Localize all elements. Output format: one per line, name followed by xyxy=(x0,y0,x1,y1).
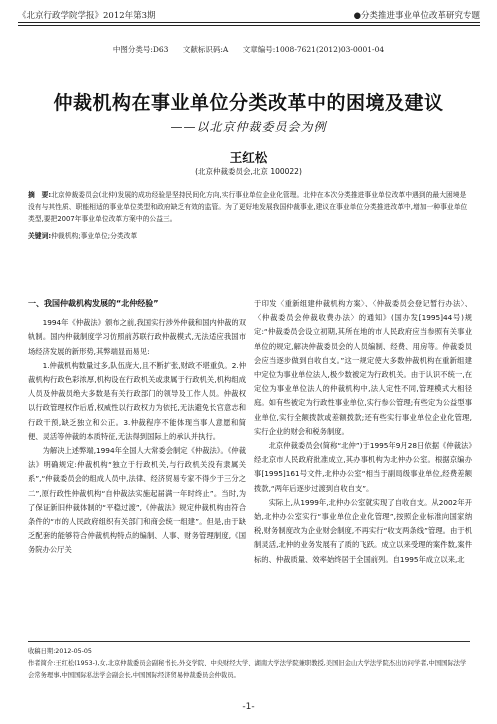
abstract xyxy=(28,189,470,225)
column-name: ●分类推进事业单位改革研究专题 xyxy=(353,11,480,21)
body-paragraph: 1.仲裁机构数量过多,队伍庞大,且不断扩张,财政不堪重负。2.仲裁机构行政色彩浓厚,机构设在行政机关或隶属于行政机关,机构组成人员及仲裁员绝大多数是有关行政部门的领导及工作人员。仲裁权以行政管理权作后盾,权威性以行政权力为依托,无法避免长官意志和行政干预,缺乏独立和公正。3.仲裁程序不能体现当事人意愿和简便、灵活等仲裁的本质特征,无法得到国际上的承认并执行。 xyxy=(28,360,246,441)
keywords-label: 关键词: xyxy=(28,232,52,240)
footnote-rule xyxy=(28,641,470,642)
clc-number: 中图分类号:D63 xyxy=(112,45,169,54)
left-column xyxy=(28,297,246,558)
body-paragraph: 实际上,从1999年,北仲办公室就实现了自收自支。从2002年开始,北仲办公室实行“事业单位企业化管理”,按照企业标准向国家纳税,财务制度改为企业财会制度,不再实行“收支两条线”管理。由于机制灵活,北仲的业务发展有了质的飞跃。成立以来受理的案件数,案件标的、仲裁质量、效率始终居于全国前列。自1995年成立以来,北 xyxy=(254,497,472,564)
article-number: 文章编号:1008-7621(2012)03-0001-04 xyxy=(242,45,385,54)
page-number: -1- xyxy=(242,702,255,712)
keywords xyxy=(28,230,470,240)
author-name: 王红松 xyxy=(229,150,268,165)
paper-title: 仲裁机构在事业单位分类改革中的困境及建议 xyxy=(53,92,444,114)
paper-subtitle: ——以北京仲裁委员会为例 xyxy=(170,120,327,134)
author-affiliation: (北京仲裁委员会,北京 100022) xyxy=(195,167,302,176)
article-meta xyxy=(0,44,497,55)
footnotes xyxy=(28,646,470,682)
body-paragraph: 1994年《仲裁法》颁布之前,我国实行涉外仲裁和国内仲裁的双轨制。国内仲裁制度学习仿照前苏联行政仲裁模式,无法适应我国市场经济发展的新形势,其弊端显而易见: xyxy=(28,318,246,356)
header-rule-thin xyxy=(18,25,480,26)
author-bio: 作者简介:王红松(1953-),女,北京仲裁委员会副秘书长,外交学院、中央财经大学、湖南大学法学院兼职教授,美国旧金山大学法学院杰出访问学者,中国国际法学会常务理事,中国国际私法学会副会长,中国国际经济贸易仲裁委员会仲裁员。 xyxy=(28,660,467,679)
abstract-text: 北京仲裁委员会(北仲)发展的成功经验是坚持民间化方向,实行事业单位企业化管理。北仲在本次分类推进事业单位改革中遇到的最大困境是没有与其性质、职能相适的事业单位类型和政府缺乏有效的监管。为了更好地发展我国仲裁事业,建议在事业单位分类推进改革中,增加一种事业单位类型,要把2007年事业单位改革方案中的公益三。 xyxy=(28,191,468,223)
right-column xyxy=(254,297,472,567)
body-paragraph: 北京仲裁委员会(简称“北仲”)于1995年9月28日依据《仲裁法》经北京市人民政府批准成立,其办事机构为北仲办公室。根据京编办事[1995]161号文件,北仲办公室“相当于副局级事业单位,经费差额拨款,“两年后逐步过渡到自收自支”。 xyxy=(254,441,472,493)
header-rule xyxy=(18,22,480,23)
abstract-label: 摘 要: xyxy=(28,191,52,199)
journal-name: 《北京行政学院学报》2012年第3期 xyxy=(18,11,156,21)
section-heading: 一、我国仲裁机构发展的“北仲经验” xyxy=(28,299,159,308)
keywords-text: 仲裁机构;事业单位;分类改革 xyxy=(51,232,138,240)
body-paragraph: 为解决上述弊端,1994年全国人大常委会制定《仲裁法》。《仲裁法》明确规定:仲裁机构“独立于行政机关,与行政机关没有隶属关系”,“仲裁委员会的组成人员中,法律、经济贸易专家不得少于三分之二”,原行政性仲裁机构“自仲裁法实施起届满一年时终止”。当时,为了保证新旧仲裁体制的“平稳过渡”,《仲裁法》规定仲裁机构由符合条件的“市的人民政府组织有关部门和商会统一组建”。但是,由于缺乏配套的能够符合仲裁机构特点的编制、人事、财务管理制度,《国务院办公厅关 xyxy=(28,446,246,555)
running-header xyxy=(18,6,480,22)
body-paragraph: 于印发〈重新组建仲裁机构方案〉、〈仲裁委员会登记暂行办法〉、〈仲裁委员会仲裁收费办法〉的通知》(国办发[1995]44号)规定:“仲裁委员会设立初期,其所在地的市人民政府应当参照有关事业单位的规定,解决仲裁委员会的人员编制、经费、用房等。仲裁委员会应当逐步做到自收自支。”这一规定使大多数仲裁机构在重新组建中定位为事业单位法人,极少数被定为行政机关。由于认识不统一,在定位为事业单位法人的仲裁机构中,法人定性不同,管理模式大相径庭。如有些被定为行政性事业单位,实行参公管理;有些定为公益型事业单位,实行全额拨款或差额拨款;还有些实行事业单位企业化管理,实行企业的财会和税务制度。 xyxy=(254,299,472,436)
received-date: 收稿日期:2012-05-05 xyxy=(28,648,92,655)
doc-code: 文献标识码:A xyxy=(182,45,229,54)
